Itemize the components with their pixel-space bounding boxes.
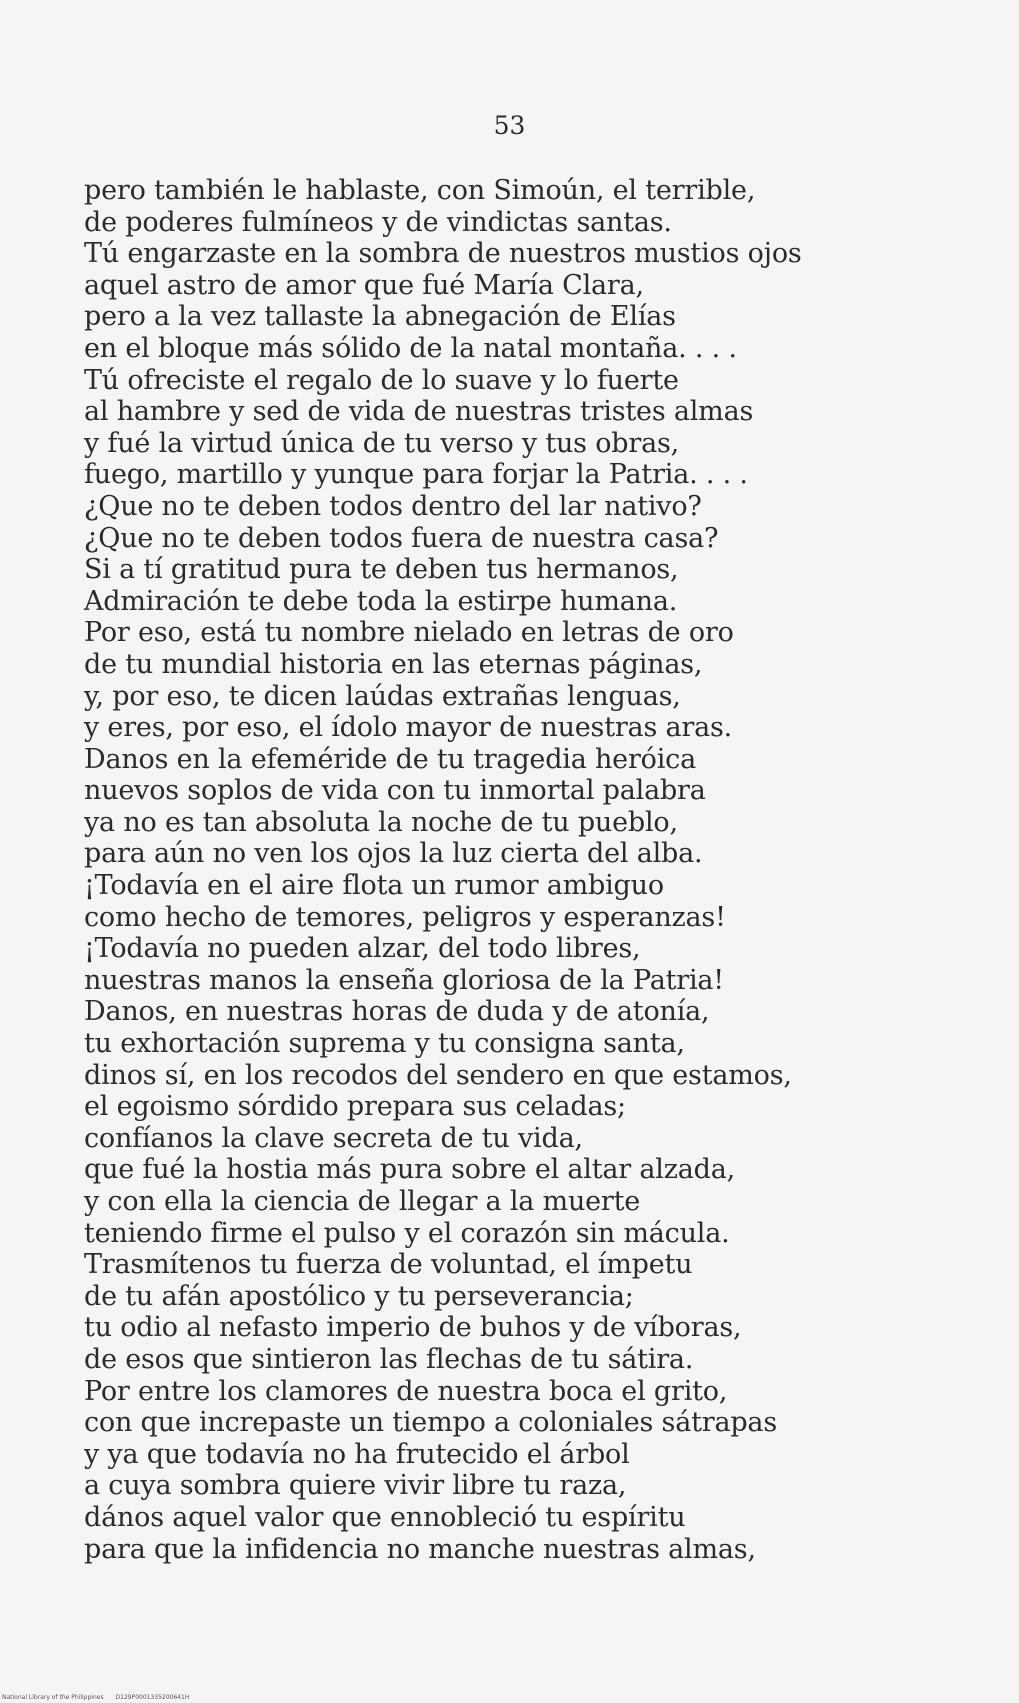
poem-line: de esos que sintieron las flechas de tu sátira. <box>84 1343 694 1375</box>
poem-line: ¡Todavía en el aire flota un rumor ambiguo <box>84 870 664 902</box>
poem-line: que fué la hostia más pura sobre el altar alzada, <box>84 1154 736 1186</box>
poem-line: como hecho de temores, peligros y esperanzas! <box>84 901 726 933</box>
poem-line: y, por eso, te dicen laúdas extrañas lenguas, <box>84 680 681 712</box>
poem-line: tu odio al nefasto imperio de buhos y de víboras, <box>84 1312 742 1344</box>
poem-line: y ya que todavía no ha frutecido el árbol <box>84 1438 630 1470</box>
poem-line: de tu mundial historia en las eternas páginas, <box>84 648 703 680</box>
poem-line: y fué la virtud única de tu verso y tus obras, <box>84 427 680 459</box>
poem-line: dános aquel valor que ennobleció tu espíritu <box>84 1501 686 1533</box>
poem-line: el egoismo sórdido prepara sus celadas; <box>84 1091 626 1123</box>
poem-line: Por eso, está tu nombre nielado en letras de oro <box>84 617 734 649</box>
poem-line: Admiración te debe toda la estirpe humana. <box>84 585 678 617</box>
poem-line: al hambre y sed de vida de nuestras tristes almas <box>84 396 754 428</box>
poem-line: ¡Todavía no pueden alzar, del todo libres, <box>84 933 641 965</box>
poem-line: Danos, en nuestras horas de duda y de atonía, <box>84 996 710 1028</box>
poem-line: de tu afán apostólico y tu perseverancia; <box>84 1280 634 1312</box>
poem-line: tu exhortación suprema y tu consigna santa, <box>84 1028 685 1060</box>
footer-code: D129P0001335200641H <box>115 1694 190 1701</box>
poem-line: para aún no ven los ojos la luz cierta del alba. <box>84 838 703 870</box>
poem-line: nuestras manos la enseña gloriosa de la Patria! <box>84 964 724 996</box>
poem-text <box>84 175 964 1565</box>
poem-line: ¿Que no te deben todos fuera de nuestra casa? <box>84 522 719 554</box>
footer-watermark <box>2 1694 189 1701</box>
poem-line: Si a tí gratitud pura te deben tus hermanos, <box>84 554 679 586</box>
poem-line: pero a la vez tallaste la abnegación de Elías <box>84 301 676 333</box>
poem-line: y con ella la ciencia de llegar a la muerte <box>84 1186 641 1217</box>
poem-line: teniendo firme el pulso y el corazón sin mácula. <box>84 1217 730 1249</box>
poem-line: pero también le hablaste, con Simoún, el terrible, <box>84 175 756 206</box>
page-number: 53 <box>493 111 526 140</box>
poem-line: con que increpaste un tiempo a coloniales sátrapas <box>84 1407 777 1439</box>
poem-line: aquel astro de amor que fué María Clara, <box>84 269 644 301</box>
poem-line: dinos sí, en los recodos del sendero en que estamos, <box>84 1059 792 1091</box>
poem-line: Por entre los clamores de nuestra boca el grito, <box>84 1375 728 1407</box>
footer-library: National Library of the Philippines <box>2 1694 104 1701</box>
poem-line: Tú engarzaste en la sombra de nuestros mustios ojos <box>84 238 802 270</box>
poem-line: ¿Que no te deben todos dentro del lar nativo? <box>84 490 702 522</box>
poem-line: nuevos soplos de vida con tu inmortal palabra <box>84 775 706 807</box>
poem-line: a cuya sombra quiere vivir libre tu raza, <box>84 1470 627 1502</box>
poem-line: de poderes fulmíneos y de vindictas santas. <box>84 206 672 238</box>
poem-line: Trasmítenos tu fuerza de voluntad, el ímpetu <box>84 1249 693 1281</box>
poem-line: Danos en la efeméride de tu tragedia heróica <box>84 743 696 775</box>
poem-line: fuego, martillo y yunque para forjar la Patria. . . . <box>84 459 748 491</box>
poem-line: y eres, por eso, el ídolo mayor de nuestras aras. <box>84 712 733 744</box>
poem-line: para que la infidencia no manche nuestras almas, <box>84 1533 756 1565</box>
poem-line: confíanos la clave secreta de tu vida, <box>84 1122 583 1154</box>
poem-line: ya no es tan absoluta la noche de tu pueblo, <box>84 806 678 838</box>
poem-line: en el bloque más sólido de la natal montaña. . . . <box>84 332 737 364</box>
poem-line: Tú ofreciste el regalo de lo suave y lo fuerte <box>84 364 679 396</box>
